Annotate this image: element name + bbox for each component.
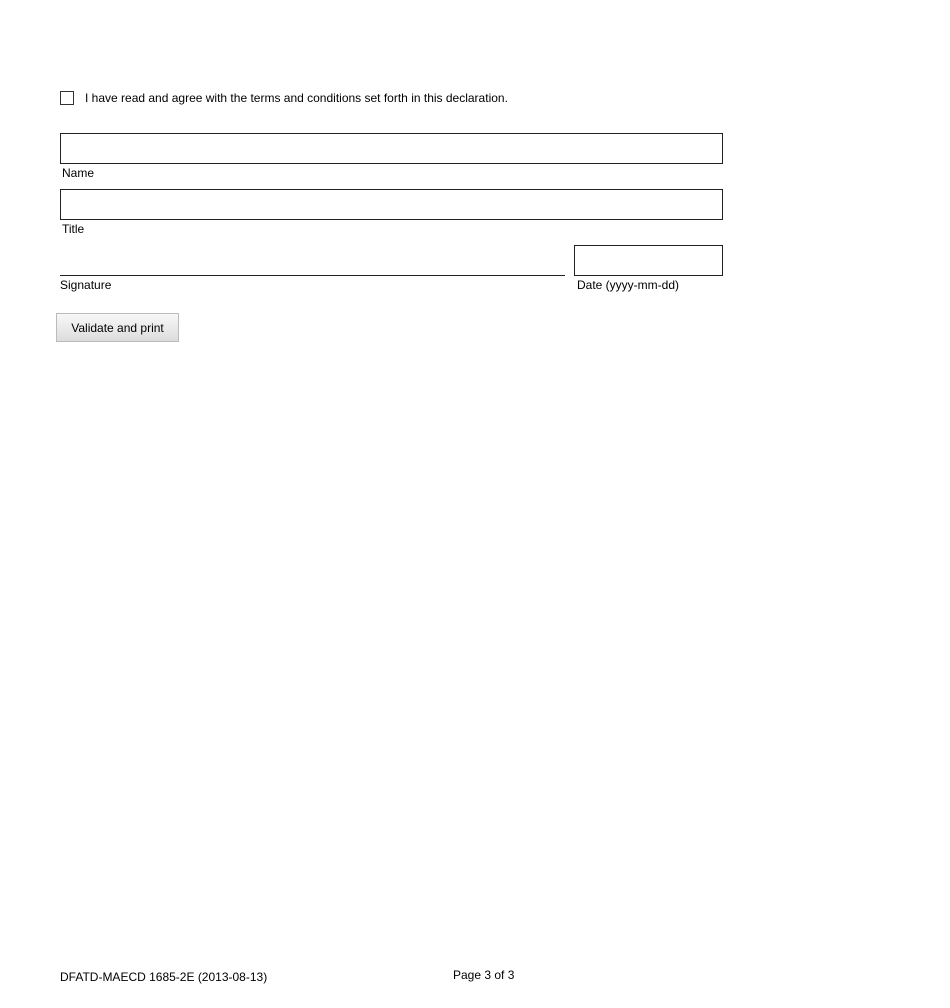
date-input[interactable] [574,245,723,276]
page-number: Page 3 of 3 [453,968,515,982]
agree-checkbox[interactable] [60,91,74,105]
signature-line [60,275,565,276]
agree-checkbox-label: I have read and agree with the terms and conditions set forth in this declaration. [85,91,508,105]
name-label: Name [62,166,95,180]
form-id: DFATD-MAECD 1685-2E (2013-08-13) [60,970,268,984]
validate-and-print-button[interactable]: Validate and print [56,313,179,342]
title-input[interactable] [60,189,723,220]
title-label: Title [62,222,85,236]
name-input[interactable] [60,133,723,164]
signature-label: Signature [60,278,112,292]
date-label: Date (yyyy-mm-dd) [577,278,680,292]
